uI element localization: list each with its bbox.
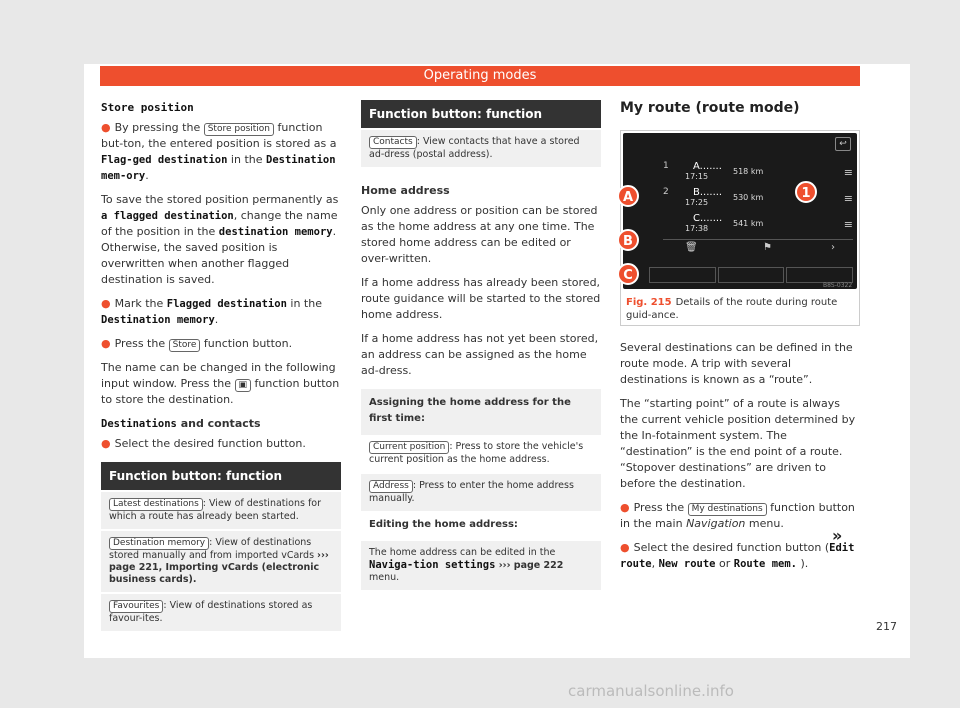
table-row: Favourites : View of destinations stored as favour-ites.	[101, 592, 341, 631]
column-right	[620, 100, 860, 126]
figure-code: B8S-0322	[823, 282, 853, 289]
paragraph-mark: ● Mark the Flagged destination in the Destination memory.	[101, 297, 322, 326]
route-toolbar	[663, 239, 853, 257]
route-row[interactable]: 2 B....... 17:25 530 km ≡	[663, 187, 853, 207]
next-page-arrow[interactable]: »	[832, 526, 843, 545]
screen-button[interactable]	[718, 267, 785, 283]
paragraph-route-1: Several destinations can be defined in the route mode. A trip with several destinations is known as a “route”.	[620, 341, 853, 386]
section-title: My route (route mode)	[620, 100, 800, 116]
bullet-icon: ●	[620, 501, 630, 514]
home-address-table	[361, 389, 601, 590]
page-number: 217	[876, 620, 897, 633]
page-ref-link[interactable]: ››› page 222	[495, 560, 564, 571]
bullet-icon: ●	[101, 297, 111, 310]
paragraph-store-position: ● By pressing the Store position function but-ton, the entered position is stored as a Flag-ged destination in the Destination mem-ory.	[101, 121, 337, 182]
table-header: Function button: function	[361, 100, 601, 128]
figure-caption: Fig. 215 Details of the route during route guid-ance.	[626, 297, 838, 321]
table-row: Current position : Press to store the vehicle's current position as the home address.	[361, 433, 601, 472]
column-middle	[361, 100, 601, 590]
bottom-button-bar	[649, 267, 853, 283]
paragraph-route-3: ● Press the My destinations function button in the main Navigation menu.	[620, 501, 855, 530]
paragraph-name-change: The name can be changed in the following input window. Press the ▣ function button to store the destination.	[101, 361, 340, 406]
my-destinations-button[interactable]: My destinations	[688, 503, 767, 516]
address-button[interactable]: Address	[369, 480, 413, 493]
table-subheader: Editing the home address:	[361, 511, 601, 539]
marker-1: 1	[795, 181, 817, 203]
table-row: The home address can be edited in the Naviga-tion settings ››› page 222 menu.	[361, 539, 601, 590]
paragraph-select-function: ● Select the desired function button.	[101, 437, 306, 450]
column-right-body	[620, 340, 860, 580]
column-left	[101, 100, 341, 631]
store-position-button[interactable]: Store position	[204, 123, 274, 136]
list-menu-icon[interactable]: ≡	[843, 218, 853, 231]
bullet-icon: ●	[101, 337, 111, 350]
paragraph-home-1: Only one address or position can be stored as the home address at any one time. The stored home address can be edited or over-written.	[361, 204, 598, 265]
delete-icon[interactable]: 🗑	[685, 242, 698, 253]
chevron-right-icon[interactable]: ›	[831, 242, 835, 253]
paragraph-home-2: If a home address has already been stored, route guidance will be started to the stored home address.	[361, 276, 601, 321]
destinations-title: Destinations and contacts	[101, 417, 261, 430]
table-header: Function button: function	[101, 462, 341, 490]
paragraph-save-permanently: To save the stored position permanently as a flagged destination, change the name of the position in the destination memory. Otherwise, the saved position is overwritten when another flagged destination is saved.	[101, 193, 339, 286]
destination-memory-button[interactable]: Destination memory	[109, 537, 209, 550]
table-row: Destination memory : View of destinations stored manually and from imported vCards ››› page 221, Importing vCards (electronic business cards).	[101, 529, 341, 592]
table-row: Contacts : View contacts that have a stored ad-dress (postal address).	[361, 128, 601, 167]
save-icon[interactable]: ▣	[235, 379, 252, 392]
paragraph-home-3: If a home address has not yet been stored, an address can be assigned as the home ad-dress.	[361, 332, 599, 377]
screen-button[interactable]	[649, 267, 716, 283]
contacts-button[interactable]: Contacts	[369, 136, 417, 149]
bullet-icon: ●	[620, 541, 630, 554]
marker-a: A	[617, 185, 639, 207]
table-row: Latest destinations : View of destinations for which a route has already been started.	[101, 490, 341, 529]
paragraph-route-4: ● Select the desired function button (Edit route, New route or Route mem. ).	[620, 541, 855, 570]
page-ref-link[interactable]: ››› page 221, Importing vCards (electronic business cards).	[109, 550, 329, 585]
list-menu-icon[interactable]: ≡	[843, 166, 853, 179]
list-menu-icon[interactable]: ≡	[843, 192, 853, 205]
bullet-icon: ●	[101, 121, 111, 134]
table-row: Address : Press to enter the home address manually.	[361, 472, 601, 511]
home-address-title: Home address	[361, 184, 450, 197]
paragraph-route-2: The “starting point” of a route is always the current vehicle position determined by the In-fotainment system. The “destination” is the end point of a route. “Stopover destinations” are driven to before the destination.	[620, 397, 856, 490]
function-table-contacts	[361, 100, 601, 167]
marker-c: C	[617, 263, 639, 285]
bullet-icon: ●	[101, 437, 111, 450]
store-button[interactable]: Store	[169, 339, 201, 352]
store-position-title: Store position	[101, 101, 194, 114]
infotainment-screen	[623, 133, 857, 289]
marker-b: B	[617, 229, 639, 251]
current-position-button[interactable]: Current position	[369, 441, 449, 454]
function-table-left	[101, 462, 341, 631]
page-header: Operating modes	[100, 66, 860, 86]
destination-flag-icon[interactable]: ⚑	[763, 242, 772, 253]
table-subheader: Assigning the home address for the first time:	[361, 389, 601, 433]
paragraph-press-store: ● Press the Store function button.	[101, 337, 293, 350]
favourites-button[interactable]: Favourites	[109, 600, 163, 613]
route-row[interactable]: 1 A....... 17:15 518 km ≡	[663, 161, 853, 181]
watermark: carmanualsonline.info	[568, 682, 734, 700]
latest-destinations-button[interactable]: Latest destinations	[109, 498, 203, 511]
screen-button[interactable]	[786, 267, 853, 283]
back-icon[interactable]: ↩	[835, 137, 851, 151]
route-row[interactable]: C....... 17:38 541 km ≡	[685, 213, 853, 233]
